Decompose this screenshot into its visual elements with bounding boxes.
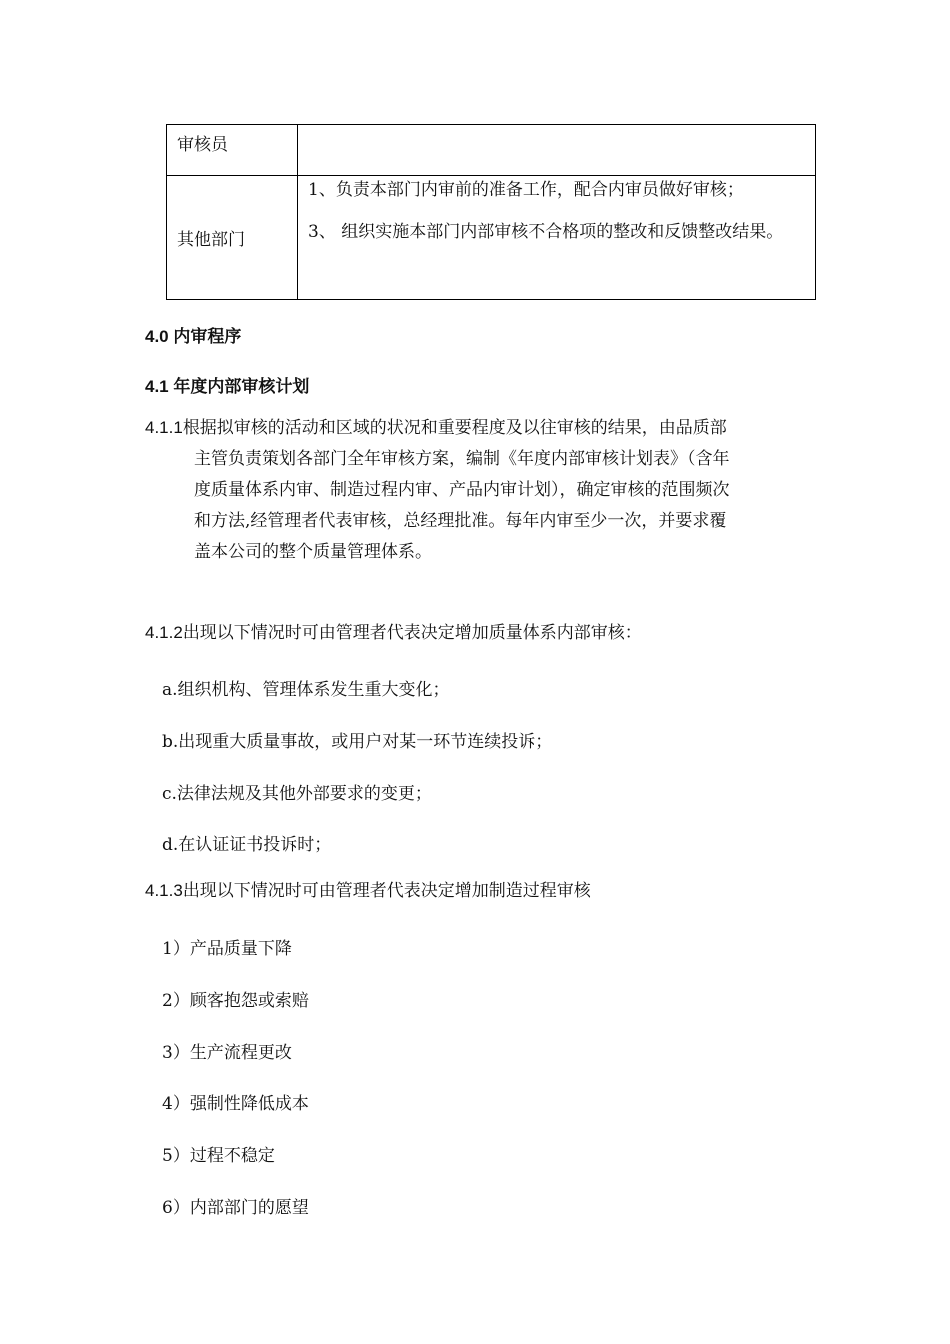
- list-item: 2）顾客抱怨或索赔: [162, 991, 309, 1011]
- list-item: 5）过程不稳定: [162, 1146, 275, 1166]
- table-row: [167, 176, 816, 300]
- paragraph-line: 出现以下情况时可由管理者代表决定增加制造过程审核: [182, 881, 591, 901]
- duty-item: 3、 组织实施本部门内部审核不合格项的整改和反馈整改结果。: [308, 222, 784, 242]
- list-item: 3）生产流程更改: [162, 1043, 292, 1063]
- list-item: d.在认证证书投诉时；: [162, 835, 332, 855]
- paragraph-line: 度质量体系内审、制造过程内审、产品内审计划），确定审核的范围频次: [194, 480, 730, 500]
- paragraph-line: 主管负责策划各部门全年审核方案，编制《年度内部审核计划表》（含年: [194, 449, 730, 469]
- paragraph-line: 和方法,经管理者代表审核，总经理批准。每年内审至少一次，并要求覆: [194, 511, 727, 531]
- list-item: c.法律法规及其他外部要求的变更；: [162, 784, 432, 804]
- list-item: 6）内部部门的愿望: [162, 1198, 309, 1218]
- list-item: 4）强制性降低成本: [162, 1094, 309, 1114]
- table-row: [167, 125, 816, 176]
- clause-number: 4.1.3: [145, 881, 183, 900]
- paragraph-4-1-3: [145, 875, 815, 907]
- role-cell: 审核员: [167, 125, 298, 176]
- responsibility-table: [166, 124, 816, 300]
- paragraph-4-1-1: [145, 412, 815, 568]
- clause-number: 4.1.2: [145, 623, 183, 642]
- section-heading: 4.0 内审程序: [145, 327, 242, 346]
- role-cell: 其他部门: [167, 176, 298, 300]
- duty-cell: [298, 176, 816, 300]
- paragraph-line: 盖本公司的整个质量管理体系。: [194, 542, 432, 562]
- list-item: 1）产品质量下降: [162, 939, 292, 959]
- section-heading: 4.1 年度内部审核计划: [145, 377, 310, 396]
- duty-item: 1、负责本部门内审前的准备工作，配合内审员做好审核；: [308, 180, 744, 200]
- paragraph-line: 出现以下情况时可由管理者代表决定增加质量体系内部审核：: [182, 623, 642, 643]
- list-item: a.组织机构、管理体系发生重大变化；: [162, 680, 450, 700]
- duty-cell: [298, 125, 816, 176]
- paragraph-line: 根据拟审核的活动和区域的状况和重要程度及以往审核的结果，由品质部: [182, 418, 727, 438]
- clause-number: 4.1.1: [145, 418, 183, 437]
- list-item: b.出现重大质量事故，或用户对某一环节连续投诉；: [162, 732, 553, 752]
- paragraph-4-1-2: [145, 617, 815, 649]
